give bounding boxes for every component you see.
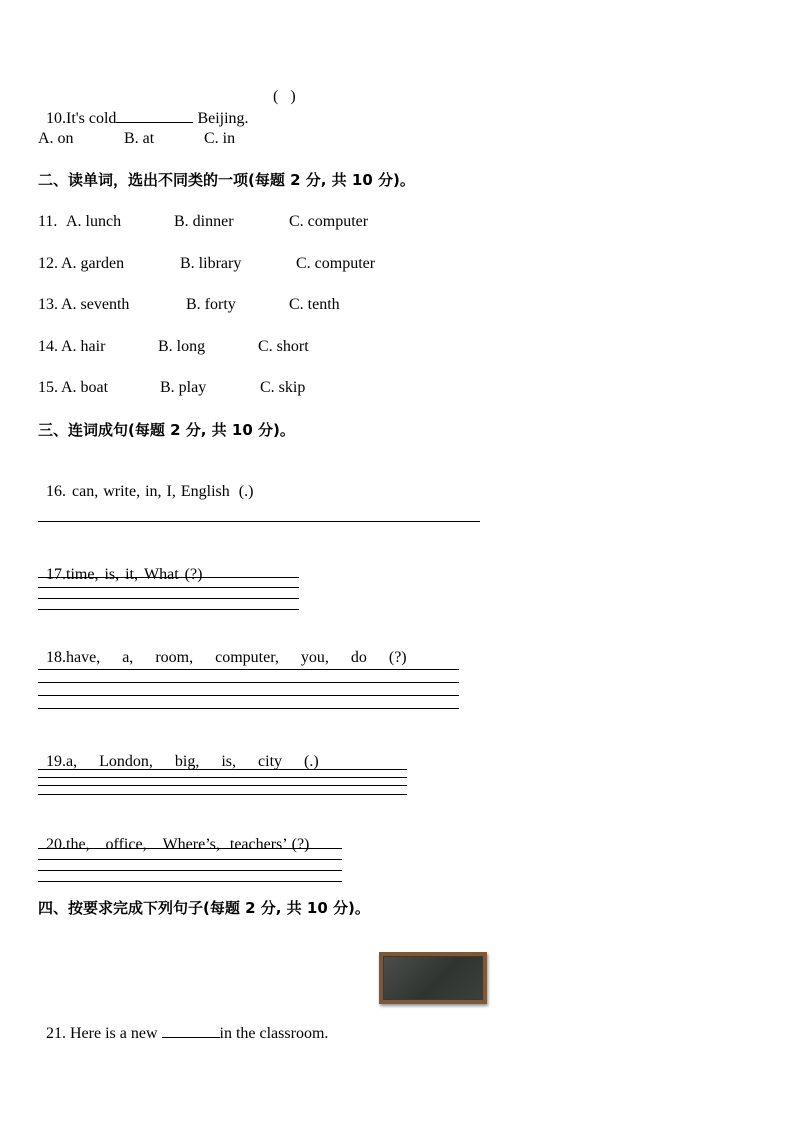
answer-blank[interactable]	[116, 107, 193, 123]
question-number: 19.	[46, 753, 66, 770]
word: office,	[105, 836, 147, 853]
word: in,	[145, 483, 162, 500]
answer-line[interactable]	[38, 587, 299, 588]
option-b[interactable]: B. play	[160, 379, 207, 396]
word: it,	[125, 566, 138, 583]
blackboard-image	[379, 952, 487, 1004]
question-number: 12.	[38, 255, 58, 272]
answer-line[interactable]	[38, 598, 299, 599]
option-c[interactable]: C. in	[204, 130, 236, 147]
answer-blank[interactable]	[162, 1022, 220, 1038]
answer-line[interactable]	[38, 785, 407, 786]
question-number: 15.	[38, 379, 58, 396]
answer-line[interactable]	[38, 682, 459, 683]
word: What	[144, 566, 179, 583]
option-a[interactable]: A. seventh	[61, 296, 130, 313]
word: is,	[104, 566, 120, 583]
option-b[interactable]: B. forty	[186, 296, 236, 313]
word: a,	[122, 649, 134, 666]
option-b[interactable]: B. at	[124, 130, 155, 147]
answer-line[interactable]	[38, 881, 342, 882]
word: a,	[66, 753, 78, 770]
question-number: 11.	[38, 213, 58, 230]
option-a[interactable]: A. hair	[61, 338, 106, 355]
answer-line[interactable]	[38, 609, 299, 610]
answer-line[interactable]	[38, 669, 459, 670]
word: (?)	[184, 566, 203, 583]
word: (.)	[304, 753, 319, 770]
question-number: 18.	[46, 649, 66, 666]
word: time,	[66, 566, 99, 583]
question-10-prefix: 10.It's cold	[46, 110, 117, 127]
answer-line[interactable]	[38, 777, 407, 778]
question-18	[38, 628, 407, 668]
section-4-title: 四、按要求完成下列句子(每题 2 分, 共 10 分)。	[38, 899, 370, 917]
option-c[interactable]: C. tenth	[289, 296, 340, 313]
answer-line[interactable]	[38, 870, 342, 871]
question-19	[38, 732, 319, 772]
option-a[interactable]: A. lunch	[66, 213, 122, 230]
option-b[interactable]: B. long	[158, 338, 206, 355]
word: Where’s,	[162, 836, 220, 853]
option-c[interactable]: C. short	[258, 338, 309, 355]
question-17	[38, 545, 202, 585]
option-a[interactable]: A. on	[38, 130, 74, 147]
answer-line[interactable]	[38, 521, 480, 522]
question-21-prefix: Here is a new	[66, 1025, 162, 1042]
section-2-title: 二、读单词，选出不同类的一项(每题 2 分, 共 10 分)。	[38, 171, 415, 189]
question-number: 21.	[46, 1025, 66, 1042]
word: (?)	[388, 649, 407, 666]
word: have,	[66, 649, 101, 666]
word: (.)	[238, 483, 254, 500]
answer-line[interactable]	[38, 859, 342, 860]
question-number: 16.	[46, 483, 66, 500]
word: computer,	[215, 649, 279, 666]
word: city	[258, 753, 283, 770]
blackboard-slate	[383, 956, 483, 1000]
option-a[interactable]: A. boat	[61, 379, 109, 396]
question-21-suffix: in the classroom.	[219, 1025, 329, 1042]
word: (?)	[291, 836, 310, 853]
answer-line[interactable]	[38, 769, 407, 770]
option-c[interactable]: C. computer	[289, 213, 369, 230]
question-10	[38, 87, 249, 129]
question-16	[38, 462, 253, 502]
section-3-title: 三、连词成句(每题 2 分, 共 10 分)。	[38, 421, 295, 439]
question-number: 13.	[38, 296, 58, 313]
word: the,	[66, 836, 90, 853]
word: you,	[300, 649, 329, 666]
answer-line[interactable]	[38, 848, 342, 849]
answer-parentheses[interactable]: ( )	[273, 88, 296, 105]
word: room,	[155, 649, 194, 666]
word: English	[180, 483, 230, 500]
option-b[interactable]: B. dinner	[174, 213, 234, 230]
question-number: 14.	[38, 338, 58, 355]
answer-line[interactable]	[38, 794, 407, 795]
word: big,	[174, 753, 200, 770]
word: teachers’	[229, 836, 288, 853]
question-number: 17.	[46, 566, 66, 583]
option-a[interactable]: A. garden	[61, 255, 125, 272]
answer-line[interactable]	[38, 577, 299, 578]
question-20	[38, 815, 309, 855]
word: London,	[99, 753, 153, 770]
option-c[interactable]: C. skip	[260, 379, 306, 396]
word: is,	[221, 753, 237, 770]
word: write,	[103, 483, 141, 500]
word: can,	[72, 483, 99, 500]
word: I,	[166, 483, 176, 500]
answer-line[interactable]	[38, 695, 459, 696]
answer-line[interactable]	[38, 708, 459, 709]
question-number: 20.	[46, 836, 66, 853]
option-b[interactable]: B. library	[180, 255, 242, 272]
question-10-suffix: Beijing.	[193, 110, 249, 127]
option-c[interactable]: C. computer	[296, 255, 376, 272]
question-21	[38, 1002, 328, 1044]
word: do	[350, 649, 367, 666]
